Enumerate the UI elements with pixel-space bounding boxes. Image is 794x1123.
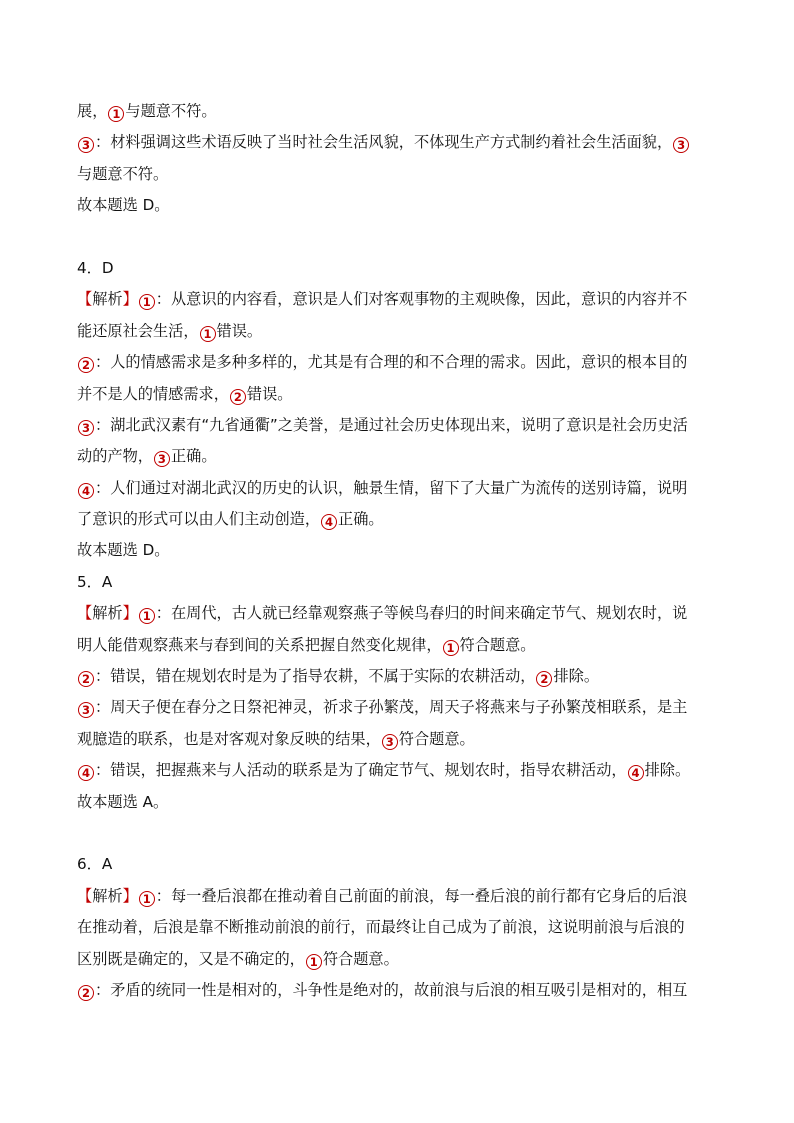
circled-number-1: 1 bbox=[443, 640, 459, 656]
circled-number-2: 2 bbox=[536, 671, 552, 687]
circled-number-2: 2 bbox=[230, 389, 246, 405]
circled-number-1: 1 bbox=[139, 608, 155, 624]
bracket-close: 】 bbox=[122, 886, 138, 905]
q6-line: 区别既是确定的，又是不确定的， 1 符合题意。 bbox=[77, 949, 399, 969]
circled-number-3: 3 bbox=[154, 451, 170, 467]
q4-answer-line: 故本题选 D。 bbox=[77, 541, 170, 560]
bracket-close: 】 bbox=[122, 290, 138, 309]
circled-number-3: 3 bbox=[382, 734, 398, 750]
circled-number-4: 4 bbox=[321, 514, 337, 530]
q6-line: 在推动着，后浪是靠不断推动前浪的前行，而最终让自己成为了前浪，这说明前浪与后浪的 bbox=[77, 918, 685, 937]
prev-answer-line: 故本题选 D。 bbox=[77, 196, 170, 215]
analysis-tag: 解析 bbox=[92, 604, 123, 623]
bracket-close: 】 bbox=[122, 604, 138, 623]
q5-line: 明人能借观察燕来与春到间的关系把握自然变化规律， 1 符合题意。 bbox=[77, 635, 536, 655]
question-6-heading: 6．A bbox=[77, 855, 113, 874]
answer-explanations bbox=[77, 96, 717, 1006]
analysis-tag: 解析 bbox=[92, 290, 123, 309]
bracket-open: 【 bbox=[77, 290, 93, 309]
circled-number-3: 3 bbox=[78, 702, 94, 718]
circled-number-1: 1 bbox=[139, 294, 155, 310]
q4-line: 2 ：人的情感需求是多种多样的，尤其是有合理的和不合理的需求。因此，意识的根本目的 bbox=[77, 347, 717, 378]
bracket-open: 【 bbox=[77, 604, 93, 623]
q4-line: 3 ：湖北武汉素有“九省通衢”之美誉，是通过社会历史体现出来，说明了意识是社会历史活 bbox=[77, 410, 717, 441]
q4-line: 动的产物， 3 正确。 bbox=[77, 447, 217, 467]
circled-number-4: 4 bbox=[78, 765, 94, 781]
bracket-open: 【 bbox=[77, 886, 93, 905]
circled-number-3: 3 bbox=[673, 137, 689, 153]
q6-line: 2 ：矛盾的统同一性是相对的，斗争性是绝对的，故前浪与后浪的相互吸引是相对的，相互 bbox=[77, 975, 717, 1006]
q5-line: 3 ：周天子便在春分之日祭祀神灵，祈求子孙繁茂，周天子将燕来与子孙繁茂相联系，是主 bbox=[77, 692, 717, 723]
prev-line-2: 3 ：材料强调这些术语反映了当时社会生活风貌，不体现生产方式制约着社会生活面貌， 3 bbox=[77, 127, 717, 158]
prev-line-3: 与题意不符。 bbox=[77, 164, 169, 183]
q5-answer-line: 故本题选 A。 bbox=[77, 792, 169, 811]
spacer bbox=[77, 818, 717, 849]
question-5-heading: 5．A bbox=[77, 572, 113, 591]
circled-number-1: 1 bbox=[200, 326, 216, 342]
analysis-tag: 解析 bbox=[92, 886, 123, 905]
prev-line-1: 展， 1 与题意不符。 bbox=[77, 102, 217, 121]
spacer bbox=[77, 222, 717, 253]
circled-number-1: 1 bbox=[108, 106, 124, 122]
q5-line: 观臆造的联系，也是对客观对象反映的结果， 3 符合题意。 bbox=[77, 729, 475, 749]
q4-line: 并不是人的情感需求， 2 错误。 bbox=[77, 384, 293, 404]
q5-line: 【解析】 1 ：在周代，古人就已经靠观察燕子等候鸟春归的时间来确定节气、规划农时，说 bbox=[77, 604, 688, 624]
circled-number-3: 3 bbox=[78, 137, 94, 153]
q4-line: 能还原社会生活， 1 错误。 bbox=[77, 321, 263, 341]
q6-line: 【解析】 1 ：每一叠后浪都在推动着自己前面的前浪，每一叠后浪的前行都有它身后的后浪 bbox=[77, 886, 688, 906]
q5-line: 4 ：错误，把握燕来与人活动的联系是为了确定节气、规划农时，指导农耕活动， 4 排除。 bbox=[77, 755, 717, 786]
q4-line: 了意识的形式可以由人们主动创造， 4 正确。 bbox=[77, 510, 384, 530]
circled-number-4: 4 bbox=[628, 765, 644, 781]
circled-number-2: 2 bbox=[78, 357, 94, 373]
question-4-heading: 4．D bbox=[77, 258, 114, 277]
circled-number-1: 1 bbox=[139, 891, 155, 907]
q4-line: 【解析】 1 ：从意识的内容看，意识是人们对客观事物的主观映像，因此，意识的内容并不 bbox=[77, 290, 688, 310]
q4-line: 4 ：人们通过对湖北武汉的历史的认识，触景生情，留下了大量广为流传的送别诗篇，说明 bbox=[77, 473, 717, 504]
circled-number-3: 3 bbox=[78, 420, 94, 436]
q5-line: 2 ：错误，错在规划农时是为了指导农耕，不属于实际的农耕活动， 2 排除。 bbox=[77, 661, 717, 692]
circled-number-1: 1 bbox=[306, 954, 322, 970]
circled-number-2: 2 bbox=[78, 671, 94, 687]
circled-number-4: 4 bbox=[78, 483, 94, 499]
circled-number-2: 2 bbox=[78, 985, 94, 1001]
